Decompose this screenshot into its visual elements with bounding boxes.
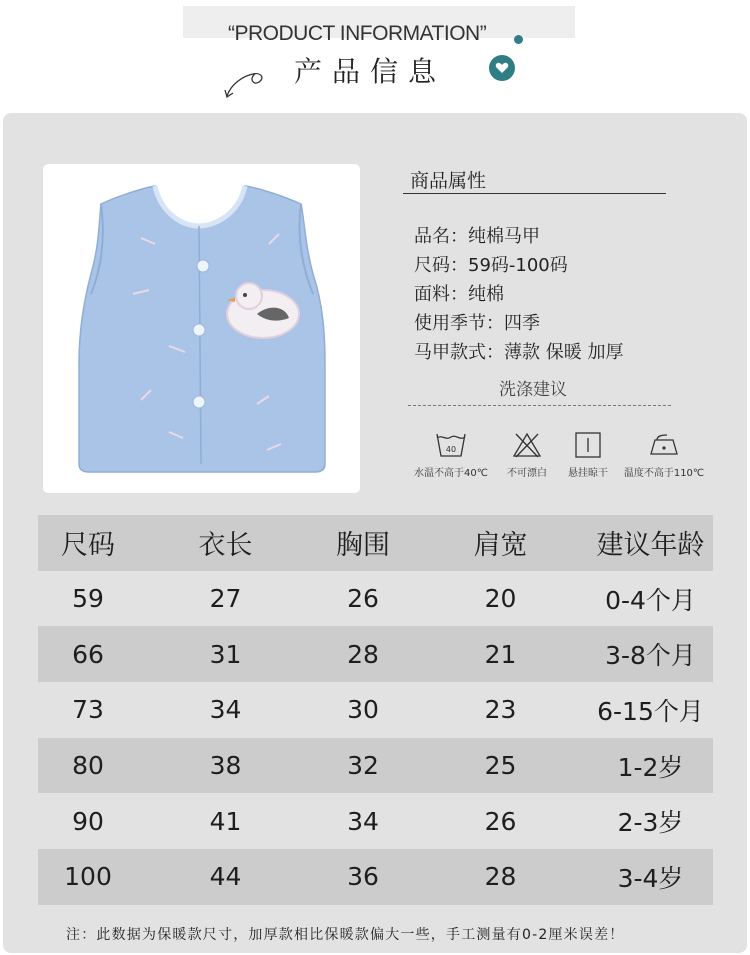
table-cell: 100 [64,862,112,892]
table-row [38,738,713,794]
table-cell: 27 [209,584,242,614]
washing-title: 洗涤建议 [499,380,567,400]
table-cell: 20 [484,584,517,614]
table-header-row [38,515,713,571]
measurement-note: 注：此数据为保暖款尺寸，加厚款相比保暖款偏大一些，手工测量有0-2厘米误差！ [66,927,625,943]
table-cell: 23 [484,695,517,725]
table-row [38,626,713,682]
hang-dry-icon [575,432,601,458]
header-title-cn: 产品信息 [294,55,447,88]
washing-divider [408,405,671,406]
column-header: 衣长 [198,530,253,562]
table-cell: 30 [347,695,379,725]
table-cell: 28 [484,862,517,892]
care-label: 水温不高于40℃ [414,468,488,479]
column-header: 肩宽 [473,530,528,562]
table-cell: 26 [347,584,379,614]
table-cell: 36 [347,862,379,892]
table-cell: 73 [72,695,104,725]
table-cell: 59 [72,584,104,614]
header-title-en: “PRODUCT INFORMATION” [228,22,487,45]
wash-temp-mark: 40 [445,445,457,454]
care-item-dry [562,432,614,479]
table-cell: 66 [72,639,104,669]
table-cell: 21 [484,639,517,669]
wash-40-icon [436,432,466,458]
table-row [38,571,713,627]
swirl-arrow-icon [221,66,269,100]
table-cell: 28 [347,639,379,669]
dot-icon [514,35,523,44]
table-cell: 3-4岁 [617,863,684,893]
table-cell: 80 [72,751,104,781]
attributes-divider [403,193,666,194]
table-row [38,793,713,849]
table-cell: 2-3岁 [617,808,684,838]
product-photo [43,164,360,493]
table-cell: 0-4个月 [605,585,696,615]
attributes-title: 商品属性 [410,170,487,192]
no-bleach-icon [513,432,541,458]
table-cell: 32 [347,751,379,781]
table-cell: 25 [484,751,517,781]
table-cell: 1-2岁 [617,752,684,782]
vest-illustration [43,164,360,493]
attribute-row: 马甲款式：薄款 保暖 加厚 [414,342,624,363]
table-cell: 41 [209,806,242,836]
heart-badge-icon [489,55,515,81]
table-cell: 38 [209,751,242,781]
column-header: 胸围 [336,530,390,562]
table-cell: 6-15个月 [597,696,704,726]
column-header: 尺码 [61,530,115,562]
care-label: 悬挂晾干 [568,468,608,479]
iron-110-icon [647,432,681,458]
attribute-row: 面料：纯棉 [414,284,504,305]
attribute-row: 品名：纯棉马甲 [414,226,540,247]
column-header: 建议年龄 [596,530,705,562]
table-cell: 34 [347,806,379,836]
table-cell: 34 [209,695,242,725]
care-item-iron [620,432,708,479]
care-label: 温度不高于110℃ [623,468,705,479]
care-label: 不可漂白 [507,468,547,479]
attributes-list [414,222,623,367]
table-cell: 44 [209,862,242,892]
care-item-bleach [500,432,554,479]
table-cell: 3-8个月 [605,641,696,671]
table-cell: 31 [209,639,242,669]
table-row [38,849,713,905]
attribute-row: 使用季节：四季 [414,313,540,334]
table-row [38,682,713,738]
attribute-row: 尺码：59码-100码 [414,255,568,276]
care-item-wash [408,432,494,479]
size-table [38,515,713,905]
table-cell: 26 [484,806,517,836]
table-cell: 90 [72,806,104,836]
